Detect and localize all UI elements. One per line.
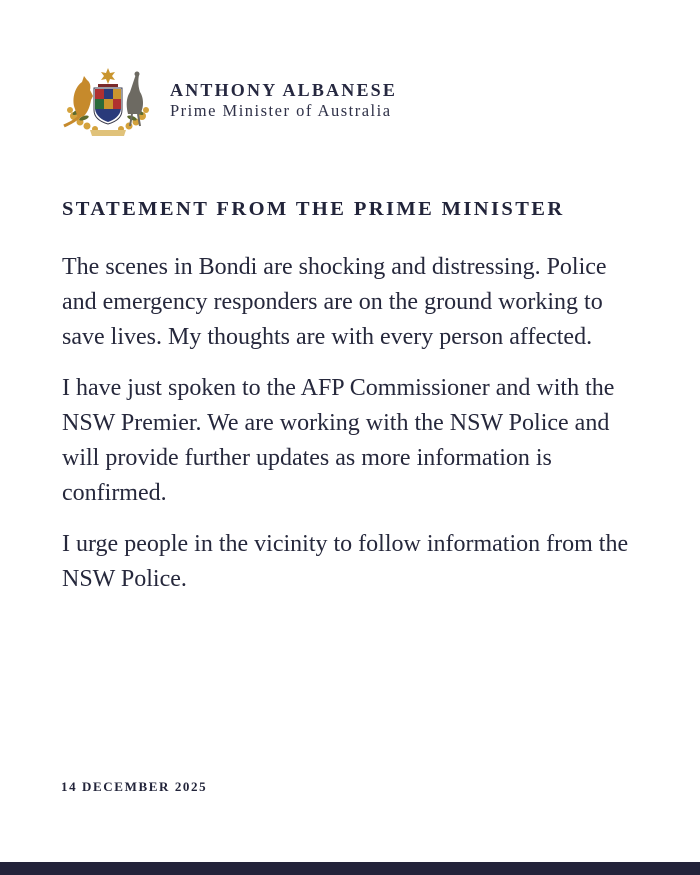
coat-of-arms-icon xyxy=(60,66,156,140)
statement-paragraph-1: The scenes in Bondi are shocking and distressing. Police and emergency responders are on the ground working to save lives. My thoughts are with every person affected. xyxy=(62,254,607,350)
pm-title: Prime Minister of Australia xyxy=(170,101,392,120)
pm-name: ANTHONY ALBANESE xyxy=(170,80,398,100)
statement-heading: STATEMENT FROM THE PRIME MINISTER xyxy=(62,198,565,220)
letterhead xyxy=(60,66,397,140)
statement-date: 14 DECEMBER 2025 xyxy=(61,779,208,794)
statement-paragraph-2: I have just spoken to the AFP Commissioner and with the NSW Premier. We are working with the NSW Police and will provide further updates as more information is confirmed. xyxy=(62,375,615,506)
footer-bar xyxy=(0,862,700,875)
statement-paragraph-3: I urge people in the vicinity to follow information from the NSW Police. xyxy=(62,531,629,592)
statement-body xyxy=(62,250,642,613)
